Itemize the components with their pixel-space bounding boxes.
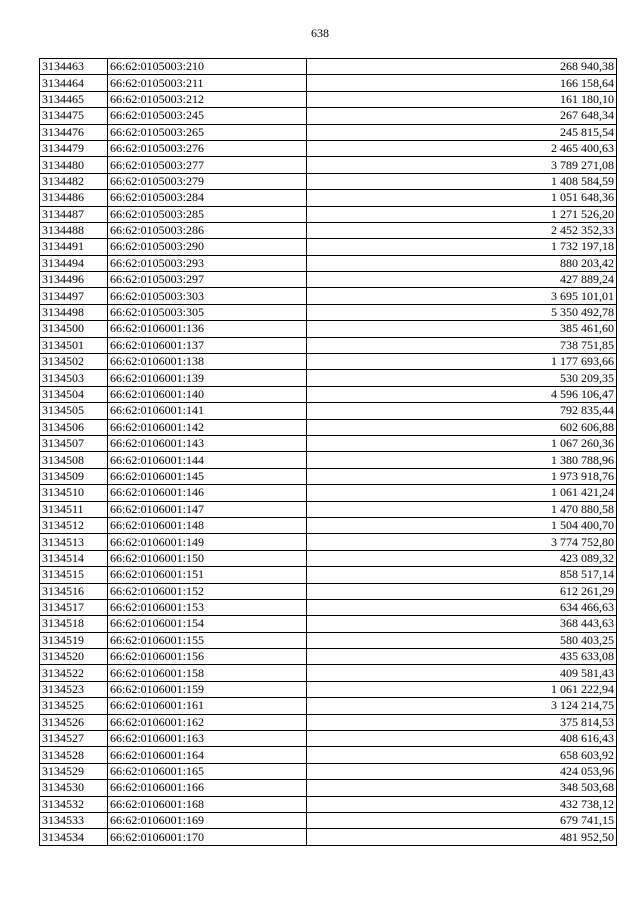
cadastral-value-cell: 2 465 400,63 bbox=[307, 140, 617, 156]
cadastral-number-cell: 66:62:0105003:245 bbox=[108, 108, 307, 124]
table-row bbox=[40, 239, 617, 255]
cadastral-value-cell: 658 603,92 bbox=[307, 747, 617, 763]
record-number-cell: 3134517 bbox=[40, 599, 108, 615]
cadastral-number-cell: 66:62:0106001:137 bbox=[108, 337, 307, 353]
cadastral-value-cell: 267 648,34 bbox=[307, 108, 617, 124]
record-number-cell: 3134519 bbox=[40, 632, 108, 648]
record-number-cell: 3134523 bbox=[40, 681, 108, 697]
table-row bbox=[40, 59, 617, 75]
table-row bbox=[40, 157, 617, 173]
record-number-cell: 3134503 bbox=[40, 370, 108, 386]
cadastral-value-cell: 348 503,68 bbox=[307, 780, 617, 796]
record-number-cell: 3134504 bbox=[40, 386, 108, 402]
table-row bbox=[40, 403, 617, 419]
record-number-cell: 3134522 bbox=[40, 665, 108, 681]
table-row bbox=[40, 583, 617, 599]
record-number-cell: 3134500 bbox=[40, 321, 108, 337]
cadastral-value-cell: 858 517,14 bbox=[307, 567, 617, 583]
record-number-cell: 3134509 bbox=[40, 468, 108, 484]
cadastral-value-cell: 1 504 400,70 bbox=[307, 517, 617, 533]
table-row bbox=[40, 550, 617, 566]
cadastral-value-cell: 424 053,96 bbox=[307, 763, 617, 779]
record-number-cell: 3134463 bbox=[40, 59, 108, 75]
table-row bbox=[40, 763, 617, 779]
cadastral-value-cell: 423 089,32 bbox=[307, 550, 617, 566]
cadastral-value-cell: 1 061 222,94 bbox=[307, 681, 617, 697]
record-number-cell: 3134505 bbox=[40, 403, 108, 419]
cadastral-number-cell: 66:62:0106001:152 bbox=[108, 583, 307, 599]
cadastral-value-cell: 409 581,43 bbox=[307, 665, 617, 681]
table-row bbox=[40, 173, 617, 189]
cadastral-number-cell: 66:62:0105003:285 bbox=[108, 206, 307, 222]
table-row bbox=[40, 714, 617, 730]
table-row bbox=[40, 517, 617, 533]
cadastral-value-cell: 1 732 197,18 bbox=[307, 239, 617, 255]
record-number-cell: 3134487 bbox=[40, 206, 108, 222]
record-number-cell: 3134480 bbox=[40, 157, 108, 173]
record-number-cell: 3134486 bbox=[40, 190, 108, 206]
cadastral-number-cell: 66:62:0106001:136 bbox=[108, 321, 307, 337]
record-number-cell: 3134501 bbox=[40, 337, 108, 353]
record-number-cell: 3134533 bbox=[40, 812, 108, 828]
cadastral-value-cell: 268 940,38 bbox=[307, 59, 617, 75]
table-row bbox=[40, 108, 617, 124]
cadastral-number-cell: 66:62:0106001:143 bbox=[108, 435, 307, 451]
cadastral-value-cell: 245 815,54 bbox=[307, 124, 617, 140]
cadastral-value-cell: 3 789 271,08 bbox=[307, 157, 617, 173]
table-row bbox=[40, 419, 617, 435]
cadastral-value-cell: 3 774 752,80 bbox=[307, 534, 617, 550]
cadastral-number-cell: 66:62:0106001:146 bbox=[108, 485, 307, 501]
record-number-cell: 3134497 bbox=[40, 288, 108, 304]
cadastral-value-cell: 3 124 214,75 bbox=[307, 698, 617, 714]
cadastral-number-cell: 66:62:0106001:150 bbox=[108, 550, 307, 566]
cadastral-value-cell: 161 180,10 bbox=[307, 91, 617, 107]
cadastral-number-cell: 66:62:0106001:156 bbox=[108, 649, 307, 665]
cadastral-value-cell: 1 408 584,59 bbox=[307, 173, 617, 189]
cadastral-value-cell: 738 751,85 bbox=[307, 337, 617, 353]
record-number-cell: 3134529 bbox=[40, 763, 108, 779]
record-number-cell: 3134465 bbox=[40, 91, 108, 107]
record-number-cell: 3134532 bbox=[40, 796, 108, 812]
cadastral-number-cell: 66:62:0105003:276 bbox=[108, 140, 307, 156]
table-row bbox=[40, 681, 617, 697]
table-row bbox=[40, 435, 617, 451]
cadastral-number-cell: 66:62:0106001:149 bbox=[108, 534, 307, 550]
cadastral-value-cell: 385 461,60 bbox=[307, 321, 617, 337]
record-number-cell: 3134520 bbox=[40, 649, 108, 665]
record-number-cell: 3134525 bbox=[40, 698, 108, 714]
table-row bbox=[40, 452, 617, 468]
cadastral-value-table bbox=[39, 58, 617, 846]
table-row bbox=[40, 91, 617, 107]
cadastral-value-cell: 4 596 106,47 bbox=[307, 386, 617, 402]
cadastral-number-cell: 66:62:0105003:303 bbox=[108, 288, 307, 304]
cadastral-value-cell: 1 973 918,76 bbox=[307, 468, 617, 484]
record-number-cell: 3134491 bbox=[40, 239, 108, 255]
record-number-cell: 3134534 bbox=[40, 829, 108, 845]
table-row bbox=[40, 321, 617, 337]
cadastral-value-cell: 1 271 526,20 bbox=[307, 206, 617, 222]
cadastral-value-cell: 530 209,35 bbox=[307, 370, 617, 386]
cadastral-number-cell: 66:62:0105003:297 bbox=[108, 272, 307, 288]
cadastral-number-cell: 66:62:0106001:144 bbox=[108, 452, 307, 468]
record-number-cell: 3134479 bbox=[40, 140, 108, 156]
record-number-cell: 3134530 bbox=[40, 780, 108, 796]
cadastral-value-cell: 481 952,50 bbox=[307, 829, 617, 845]
table-row bbox=[40, 354, 617, 370]
record-number-cell: 3134508 bbox=[40, 452, 108, 468]
table-row bbox=[40, 485, 617, 501]
cadastral-number-cell: 66:62:0106001:141 bbox=[108, 403, 307, 419]
cadastral-number-cell: 66:62:0106001:154 bbox=[108, 616, 307, 632]
table-row bbox=[40, 731, 617, 747]
table-row bbox=[40, 124, 617, 140]
cadastral-number-cell: 66:62:0106001:147 bbox=[108, 501, 307, 517]
record-number-cell: 3134488 bbox=[40, 222, 108, 238]
cadastral-number-cell: 66:62:0106001:170 bbox=[108, 829, 307, 845]
cadastral-value-cell: 166 158,64 bbox=[307, 75, 617, 91]
cadastral-value-cell: 634 466,63 bbox=[307, 599, 617, 615]
table-row bbox=[40, 698, 617, 714]
cadastral-number-cell: 66:62:0106001:163 bbox=[108, 731, 307, 747]
table-row bbox=[40, 534, 617, 550]
table-row bbox=[40, 468, 617, 484]
cadastral-number-cell: 66:62:0106001:138 bbox=[108, 354, 307, 370]
record-number-cell: 3134496 bbox=[40, 272, 108, 288]
cadastral-number-cell: 66:62:0105003:279 bbox=[108, 173, 307, 189]
cadastral-number-cell: 66:62:0106001:158 bbox=[108, 665, 307, 681]
cadastral-value-cell: 602 606,88 bbox=[307, 419, 617, 435]
table-row bbox=[40, 190, 617, 206]
table-row bbox=[40, 255, 617, 271]
record-number-cell: 3134516 bbox=[40, 583, 108, 599]
cadastral-value-cell: 435 633,08 bbox=[307, 649, 617, 665]
cadastral-number-cell: 66:62:0106001:166 bbox=[108, 780, 307, 796]
cadastral-number-cell: 66:62:0105003:284 bbox=[108, 190, 307, 206]
record-number-cell: 3134498 bbox=[40, 304, 108, 320]
cadastral-value-cell: 792 835,44 bbox=[307, 403, 617, 419]
table-row bbox=[40, 304, 617, 320]
cadastral-number-cell: 66:62:0105003:305 bbox=[108, 304, 307, 320]
table-row bbox=[40, 337, 617, 353]
cadastral-number-cell: 66:62:0106001:140 bbox=[108, 386, 307, 402]
record-number-cell: 3134494 bbox=[40, 255, 108, 271]
cadastral-number-cell: 66:62:0106001:168 bbox=[108, 796, 307, 812]
table-row bbox=[40, 616, 617, 632]
table-row bbox=[40, 599, 617, 615]
cadastral-number-cell: 66:62:0106001:148 bbox=[108, 517, 307, 533]
cadastral-value-cell: 1 067 260,36 bbox=[307, 435, 617, 451]
cadastral-number-cell: 66:62:0106001:139 bbox=[108, 370, 307, 386]
record-number-cell: 3134512 bbox=[40, 517, 108, 533]
cadastral-number-cell: 66:62:0106001:145 bbox=[108, 468, 307, 484]
cadastral-value-cell: 1 051 648,36 bbox=[307, 190, 617, 206]
cadastral-number-cell: 66:62:0106001:151 bbox=[108, 567, 307, 583]
table-row bbox=[40, 796, 617, 812]
record-number-cell: 3134476 bbox=[40, 124, 108, 140]
cadastral-value-cell: 375 814,53 bbox=[307, 714, 617, 730]
cadastral-number-cell: 66:62:0105003:293 bbox=[108, 255, 307, 271]
cadastral-value-cell: 679 741,15 bbox=[307, 812, 617, 828]
table-row bbox=[40, 222, 617, 238]
cadastral-number-cell: 66:62:0105003:212 bbox=[108, 91, 307, 107]
record-number-cell: 3134482 bbox=[40, 173, 108, 189]
cadastral-value-cell: 1 470 880,58 bbox=[307, 501, 617, 517]
record-number-cell: 3134502 bbox=[40, 354, 108, 370]
table-row bbox=[40, 665, 617, 681]
cadastral-number-cell: 66:62:0106001:153 bbox=[108, 599, 307, 615]
cadastral-value-cell: 432 738,12 bbox=[307, 796, 617, 812]
cadastral-value-cell: 2 452 352,33 bbox=[307, 222, 617, 238]
cadastral-value-cell: 368 443,63 bbox=[307, 616, 617, 632]
table-row bbox=[40, 747, 617, 763]
table-row bbox=[40, 370, 617, 386]
cadastral-value-cell: 408 616,43 bbox=[307, 731, 617, 747]
table-row bbox=[40, 649, 617, 665]
record-number-cell: 3134528 bbox=[40, 747, 108, 763]
record-number-cell: 3134527 bbox=[40, 731, 108, 747]
table-row bbox=[40, 386, 617, 402]
cadastral-number-cell: 66:62:0105003:290 bbox=[108, 239, 307, 255]
cadastral-number-cell: 66:62:0106001:162 bbox=[108, 714, 307, 730]
table-row bbox=[40, 632, 617, 648]
cadastral-number-cell: 66:62:0105003:265 bbox=[108, 124, 307, 140]
cadastral-value-cell: 427 889,24 bbox=[307, 272, 617, 288]
cadastral-value-cell: 3 695 101,01 bbox=[307, 288, 617, 304]
cadastral-value-cell: 1 380 788,96 bbox=[307, 452, 617, 468]
record-number-cell: 3134475 bbox=[40, 108, 108, 124]
cadastral-number-cell: 66:62:0106001:142 bbox=[108, 419, 307, 435]
cadastral-number-cell: 66:62:0106001:161 bbox=[108, 698, 307, 714]
table-row bbox=[40, 567, 617, 583]
cadastral-number-cell: 66:62:0106001:159 bbox=[108, 681, 307, 697]
cadastral-number-cell: 66:62:0105003:211 bbox=[108, 75, 307, 91]
table-row bbox=[40, 288, 617, 304]
cadastral-number-cell: 66:62:0106001:164 bbox=[108, 747, 307, 763]
cadastral-number-cell: 66:62:0105003:277 bbox=[108, 157, 307, 173]
cadastral-value-cell: 1 177 693,66 bbox=[307, 354, 617, 370]
table-row bbox=[40, 812, 617, 828]
table-row bbox=[40, 780, 617, 796]
record-number-cell: 3134511 bbox=[40, 501, 108, 517]
record-number-cell: 3134464 bbox=[40, 75, 108, 91]
record-number-cell: 3134506 bbox=[40, 419, 108, 435]
table-row bbox=[40, 829, 617, 845]
table-row bbox=[40, 206, 617, 222]
cadastral-number-cell: 66:62:0105003:286 bbox=[108, 222, 307, 238]
cadastral-number-cell: 66:62:0106001:169 bbox=[108, 812, 307, 828]
cadastral-number-cell: 66:62:0106001:155 bbox=[108, 632, 307, 648]
table-row bbox=[40, 272, 617, 288]
record-number-cell: 3134507 bbox=[40, 435, 108, 451]
cadastral-number-cell: 66:62:0106001:165 bbox=[108, 763, 307, 779]
record-number-cell: 3134515 bbox=[40, 567, 108, 583]
cadastral-value-cell: 5 350 492,78 bbox=[307, 304, 617, 320]
record-number-cell: 3134513 bbox=[40, 534, 108, 550]
cadastral-value-cell: 880 203,42 bbox=[307, 255, 617, 271]
table-row bbox=[40, 75, 617, 91]
table-row bbox=[40, 501, 617, 517]
page-number: 638 bbox=[311, 26, 329, 40]
cadastral-number-cell: 66:62:0105003:210 bbox=[108, 59, 307, 75]
cadastral-value-cell: 1 061 421,24 bbox=[307, 485, 617, 501]
cadastral-value-cell: 612 261,29 bbox=[307, 583, 617, 599]
record-number-cell: 3134518 bbox=[40, 616, 108, 632]
cadastral-value-cell: 580 403,25 bbox=[307, 632, 617, 648]
table-row bbox=[40, 140, 617, 156]
table-body bbox=[40, 59, 617, 846]
record-number-cell: 3134526 bbox=[40, 714, 108, 730]
record-number-cell: 3134510 bbox=[40, 485, 108, 501]
record-number-cell: 3134514 bbox=[40, 550, 108, 566]
